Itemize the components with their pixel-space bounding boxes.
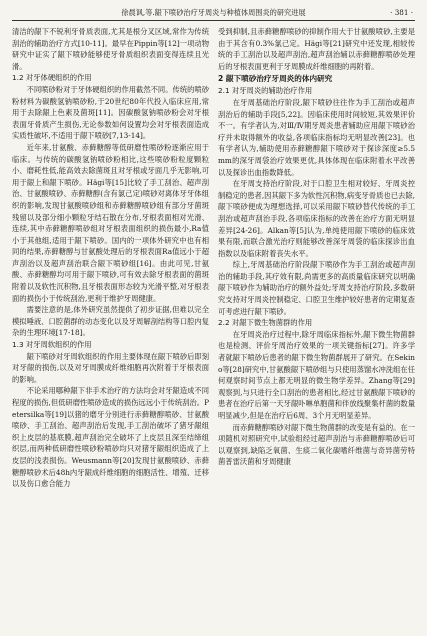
subsection-heading: 1.3 对牙周软组织的作用 [12,340,92,350]
body-paragraph: 在牙周基础治疗阶段,龈下喷砂往往作为手工刮治或超声刮治后的辅助手段[5,22]。因临床使用时间较短,其效果评价不一。有学者认为,对Ⅲ/Ⅳ期牙周炎患者辅助应用龈下喷砂治疗并未取得额外的收益,各项临床指标均无明显改善[23]。也有学者认为,辅助使用赤藓糖醇龈下喷砂对于探诊深度≥5.5 mm的深牙周袋治疗效果更优,具体体现在临床附着水平改善以及探诊出血指数降低。 [218,97,415,177]
body-paragraph: 龈下喷砂对牙周软组织的作用主要体现在龈下喷砂后即刻对牙龈的损伤,以及对牙周膜成纤维细胞再次附着于牙根表面的影响。 [12,351,210,384]
body-paragraph: 不同喷砂粉对于牙体硬组织的作用截然不同。传统的喷砂粉材料为碳酸氢钠喷砂粉,于20世纪80年代投入临床应用,常用于去除龈上色素及菌斑[11]。因碳酸氢钠喷砂粉会对牙根表面牙骨质产生损伤,无论参数如何设置均会对牙根表面造成实质性破坏,不适用于龈下喷砂[7,13-14]。 [12,84,210,141]
body-paragraph: 需要注意的是,体外研究虽然提供了初步证据,但难以完全模拟唾液、口腔菌群的动态变化以及牙周解剖结构等口腔内复杂的生理环境[17-18]。 [12,305,210,338]
body-paragraph: 而赤藓糖醇喷砂对龈下微生物菌群的改变是有益的。在一项随机对照研究中,试验组经过超声刮治与赤藓糖醇喷砂后可以观察到,缺陷乏氧菌、生痰二氧化碳嗜纤维菌与奇异菌劳特菌普雷沃菌和牙周健康 [218,422,416,467]
two-column-body [12,26,415,490]
body-paragraph: 受到抑制,且赤藓糖醇喷砂的抑制作用大于甘氨酸喷砂,主要是由于其含有0.3%氯己定。Hägi等[21]研究中还发现,相较传统的手工刮治以及超声刮治,超声刮治辅以赤藓糖醇喷砂处理后的牙根表面更利于牙周膜成纤维细胞的再附着。 [218,27,415,71]
subsection-heading: 2.1 对牙周炎的辅助治疗作用 [218,86,313,96]
subsection-heading: 1.2 对牙体硬组织的作用 [12,73,92,83]
right-column [218,26,415,490]
body-paragraph: 近年来,甘氨酸、赤藓糖醇等低研磨性喷砂粉逐渐应用于临床。与传统的碳酸氢钠喷砂粉相比,这些喷砂粉粒度颗粒小、磨耗性低,能高效去除菌斑且对牙根或牙面几乎无影响,可用于龈上和龈下喷砂。Hägi等[15]比较了手工刮治、超声刮治、甘氨酸喷砂、赤藓糖醇(含有氯己定)喷砂对离体牙牙体组织的影响,发现甘氨酸喷砂组和赤藓糖醇喷砂组有部分牙菌斑残留以及部分细小颗粒牙结石散在分布,牙根表面相对光滑、连续,其中赤藓糖醇喷砂组对牙根表面组织的损伤最小,Ra值小于其他组,适用于龈下喷砂。国内的一项体外研究中也有相同的结果,赤藓糖醇与甘氨酸处理后的牙根表面Ra值远小于超声刮治以及超声刮治联合龈下喷砂组[16]。由此可见,甘氨酸、赤藓糖醇均可用于龈下喷砂,可有效去除牙根表面的菌斑附着以及软性沉积物,且牙根表面形态较为光滑平整,对牙根表面的损伤小于传统刮治,更利于维护牙周健康。 [12,142,209,303]
body-paragraph: 不论采用哪种龈下非手术治疗的方法均会对牙龈造成不同程度的损伤,但低研磨性喷砂造成的损伤远远小于传统刮治。Petersilka等[19]以猪的磨牙分别进行赤藓糖醇喷砂、甘氨酸喷砂、手工刮治、超声刮治后发现,手工刮治破坏了猪牙龈组织上皮层的基底膜,超声刮治完全破坏了上皮层且深至结缔组织层,而两种低研磨性喷砂粉喷砂均只对猪牙龈组织造成了上皮层的浅表损伤。Weusmann等[20]发现甘氨酸喷砂、赤藓糖醇喷砂术后48h内牙龈成纤维细胞的细胞活性、增殖、迁移以及伤口愈合能力 [12,386,210,489]
left-column [12,26,209,490]
running-header [12,8,415,21]
section-heading: 2 龈下喷砂治疗牙周炎的体内研究 [218,74,333,84]
body-paragraph: 在牙周支持治疗阶段,对于口腔卫生相对较好、牙周炎控制稳定的患者,因其龈下多为软性沉积物,病变牙骨质也已去除,龈下喷砂便成为理想选择,可以采用龈下喷砂替代传统的手工刮治或超声刮治手段,各项临床指标的改善在治疗方面无明显差异[24-26]。Alkan等[5]认为,单纯使用龈下喷砂的临床效果有限,而联合激光治疗则能够改善深牙周袋的临床探诊出血指数以及临床附着丧失水平。 [218,179,415,258]
body-paragraph: 综上,牙周基础治疗阶段龈下喷砂作为手工刮治或超声刮治的辅助手段,其疗效有限,尚需更多的高质量临床研究以明确龈下喷砂作为辅助治疗的额外益处;牙周支持治疗阶段,多数研究支持对牙周炎控制稳定、口腔卫生维护较好患者的定期复查可考虑进行龈下喷砂。 [218,260,416,316]
page-number: · 381 · [390,8,413,17]
running-title: 徐晨讽,等.龈下喷砂治疗牙周炎与种植体周围炎的研究进展 [121,8,306,17]
body-paragraph: 清洁的龈下不锐利牙骨质表面,尤其是根分叉区域,常作为传统刮治的辅助治疗方式[10-11]。最早在Pippin等[12]一项动物研究中证实了龈下喷砂能够使牙骨质组织表面变得连续且光滑。 [12,27,209,71]
body-paragraph: 在牙周炎治疗过程中,除牙周临床指标外,龈下微生物菌群也是检测、评价牙周治疗效果的一项关键指标[27]。许多学者就龈下喷砂后患者的龈下微生物菌群展开了研究。在Sekino等[28]研究中,甘氨酸龈下喷砂组与只使用蒸馏水冲洗组在任何观察时间节点上都无明显的微生物学差异。Zhang等[29]观察到,与只进行全口刮治的患者相比,经过甘氨酸龈下喷砂的患者在治疗后第一天牙龈卟啉单胞菌和伴放线聚集杆菌的数量明显减少,但是在治疗后6周、3个月无明显差异。 [218,329,416,420]
subsection-heading: 2.2 对龈下微生物菌群的作用 [218,318,313,328]
